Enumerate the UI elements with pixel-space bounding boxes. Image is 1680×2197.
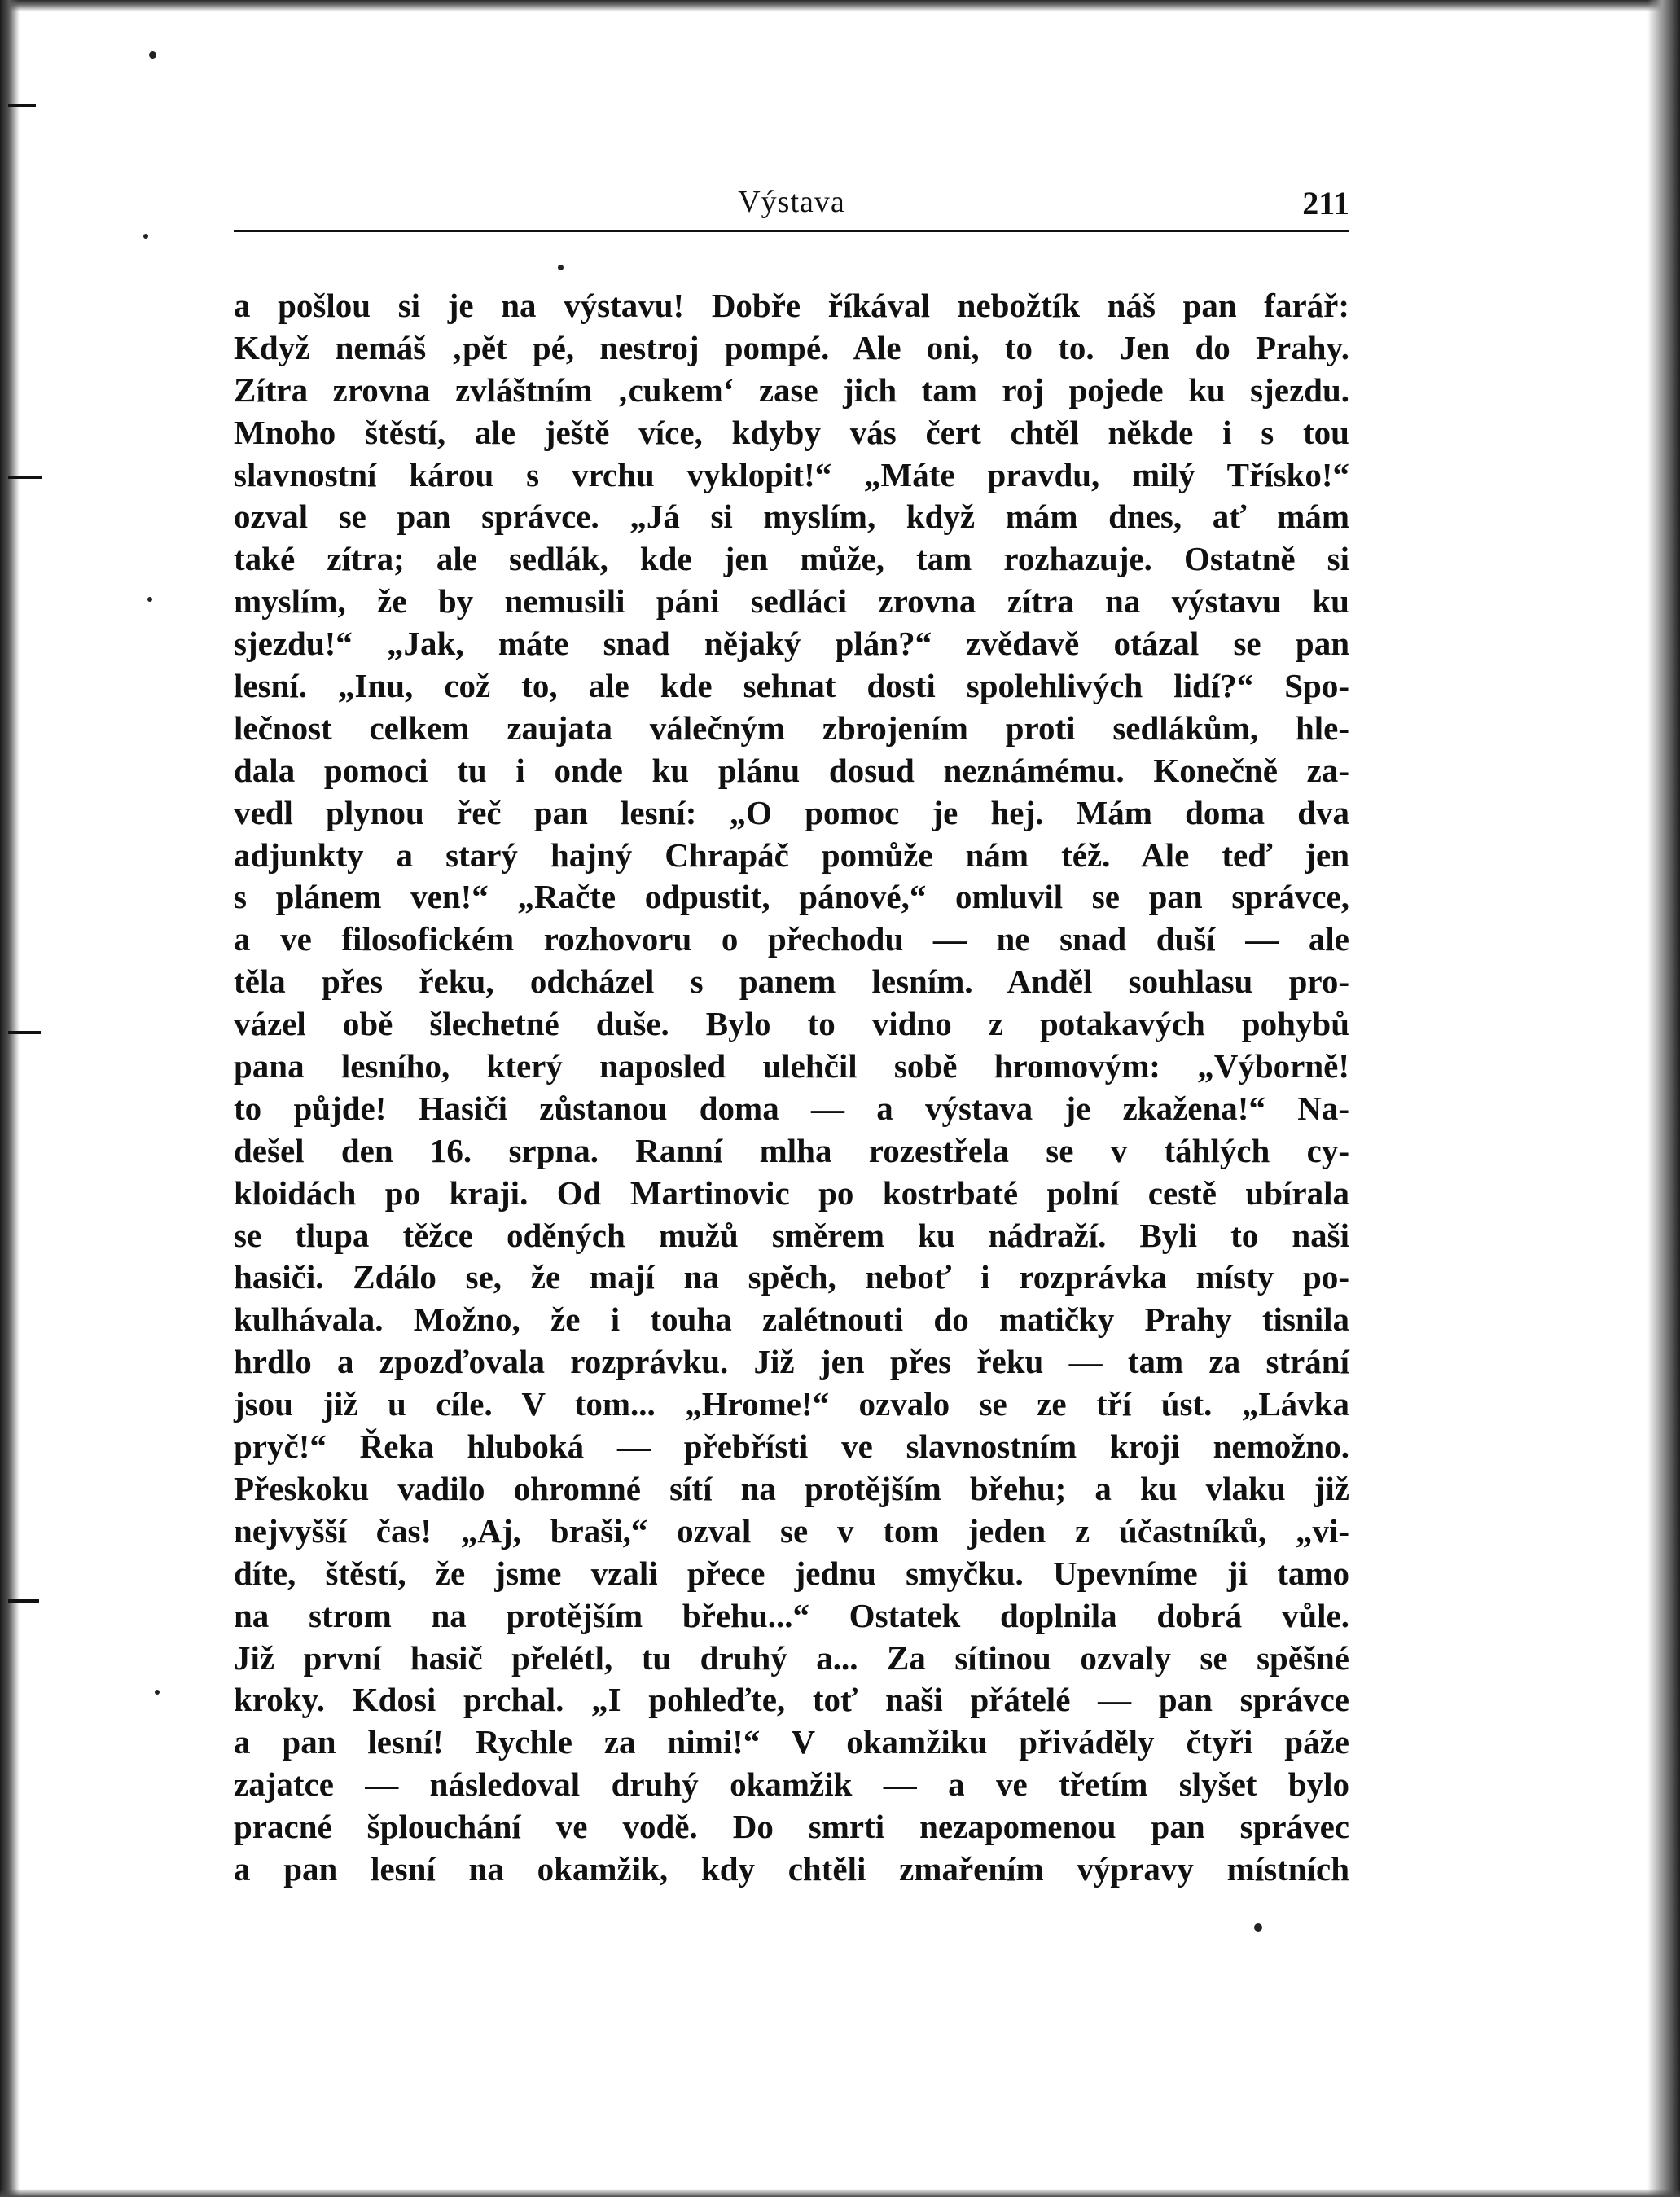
body-text	[234, 285, 1349, 1891]
text-line: Mnoho štěstí, ale ještě více, kdyby vás čert chtěl někde i s tou	[234, 413, 1349, 451]
scan-mark	[8, 1031, 41, 1034]
text-line: to půjde! Hasiči zůstanou doma — a výstava je zkažena!“ Na-	[234, 1089, 1349, 1127]
text-line: na strom na protějším břehu...“ Ostatek doplnila dobrá vůle.	[234, 1596, 1349, 1634]
text-line: díte, štěstí, že jsme vzali přece jednu smyčku. Upevníme ji tamo	[234, 1554, 1349, 1592]
text-line: těla přes řeku, odcházel s panem lesním. Anděl souhlasu pro-	[234, 963, 1349, 1001]
text-line: hrdlo a zpozďovala rozprávku. Již jen přes řeku — tam za strání	[234, 1343, 1349, 1381]
text-line: a ve filosofickém rozhovoru o přechodu — ne snad duší — ale	[234, 920, 1349, 958]
scan-speck	[1254, 1923, 1262, 1932]
text-line: nejvyšší čas! „Aj, braši,“ ozval se v tom jeden z účastníků, „vi-	[234, 1511, 1349, 1550]
text-line: dešel den 16. srpna. Ranní mlha rozestřela se v táhlých cy-	[234, 1131, 1349, 1169]
running-header	[234, 179, 1349, 225]
scan-speck	[147, 597, 152, 602]
text-line: Zítra zrovna zvláštním ‚cukem‘ zase jich tam roj pojede ku sjezdu.	[234, 371, 1349, 409]
scan-mark	[8, 1599, 39, 1603]
text-line: pana lesního, který naposled ulehčil sobě hromovým: „Výborně!	[234, 1047, 1349, 1085]
text-line: lesní. „Inu, což to, ale kde sehnat dosti spolehlivých lidí?“ Spo-	[234, 667, 1349, 705]
page-number: 211	[1302, 185, 1349, 221]
scan-mark	[8, 476, 42, 479]
running-title: Výstava	[738, 185, 845, 219]
scan-edge-right	[1647, 0, 1680, 2197]
text-line: kloidách po kraji. Od Martinovic po kostrbaté polní cestě ubírala	[234, 1173, 1349, 1212]
text-line: kulhávala. Možno, že i touha zalétnouti do matičky Prahy tisnila	[234, 1300, 1349, 1339]
scan-edge-left	[0, 0, 20, 2197]
text-line: se tlupa těžce oděných mužů směrem ku nádraží. Byli to naši	[234, 1216, 1349, 1254]
text-line: vedl plynou řeč pan lesní: „O pomoc je hej. Mám doma dva	[234, 793, 1349, 831]
scan-speck	[558, 265, 564, 270]
text-line: Když nemáš ‚pět pé, nestroj pompé. Ale oni, to to. Jen do Prahy.	[234, 328, 1349, 366]
text-line: jsou již u cíle. V tom... „Hrome!“ ozvalo se ze tří úst. „Lávka	[234, 1385, 1349, 1423]
text-line: kroky. Kdosi prchal. „I pohleďte, toť naši přátelé — pan správce	[234, 1681, 1349, 1719]
scan-edge-top	[0, 0, 1680, 11]
scan-speck	[155, 1690, 160, 1695]
scan-mark	[8, 104, 36, 107]
text-line: s plánem ven!“ „Račte odpustit, pánové,“ omluvil se pan správce,	[234, 878, 1349, 916]
scan-speck	[143, 234, 148, 239]
text-line: slavnostní károu s vrchu vyklopit!“ „Máte pravdu, milý Třísko!“	[234, 455, 1349, 493]
text-line: a pošlou si je na výstavu! Dobře říkával nebožtík náš pan farář:	[234, 287, 1349, 324]
text-line: ozval se pan správce. „Já si myslím, když mám dnes, ať mám	[234, 498, 1349, 536]
text-line: zajatce — následoval druhý okamžik — a ve třetím slyšet bylo	[234, 1765, 1349, 1804]
header-rule	[234, 230, 1349, 232]
scan-edge-bottom	[0, 2189, 1680, 2197]
text-line: pracné šplouchání ve vodě. Do smrti nezapomenou pan správec	[234, 1808, 1349, 1846]
text-line: lečnost celkem zaujata válečným zbrojením proti sedlákům, hle-	[234, 708, 1349, 747]
text-line: a pan lesní na okamžik, kdy chtěli zmařením výpravy místních	[234, 1849, 1349, 1888]
text-line: a pan lesní! Rychle za nimi!“ V okamžiku přiváděly čtyři páže	[234, 1723, 1349, 1761]
text-line: hasiči. Zdálo se, že mají na spěch, neboť i rozprávka místy po-	[234, 1258, 1349, 1296]
text-line: Přeskoku vadilo ohromné sítí na protějším břehu; a ku vlaku již	[234, 1469, 1349, 1507]
text-line: vázel obě šlechetné duše. Bylo to vidno z potakavých pohybů	[234, 1005, 1349, 1043]
scan-speck	[149, 51, 156, 59]
text-line: pryč!“ Řeka hluboká — přebřísti ve slavnostním kroji nemožno.	[234, 1427, 1349, 1466]
text-line: myslím, že by nemusili páni sedláci zrovna zítra na výstavu ku	[234, 582, 1349, 621]
text-line: Již první hasič přelétl, tu druhý a... Za sítinou ozvaly se spěšné	[234, 1638, 1349, 1677]
text-line: dala pomoci tu i onde ku plánu dosud neznámému. Konečně za-	[234, 751, 1349, 789]
text-line: sjezdu!“ „Jak, máte snad nějaký plán?“ zvědavě otázal se pan	[234, 625, 1349, 663]
text-line: adjunkty a starý hajný Chrapáč pomůže nám též. Ale teď jen	[234, 835, 1349, 874]
text-line: také zítra; ale sedlák, kde jen může, tam rozhazuje. Ostatně si	[234, 540, 1349, 578]
